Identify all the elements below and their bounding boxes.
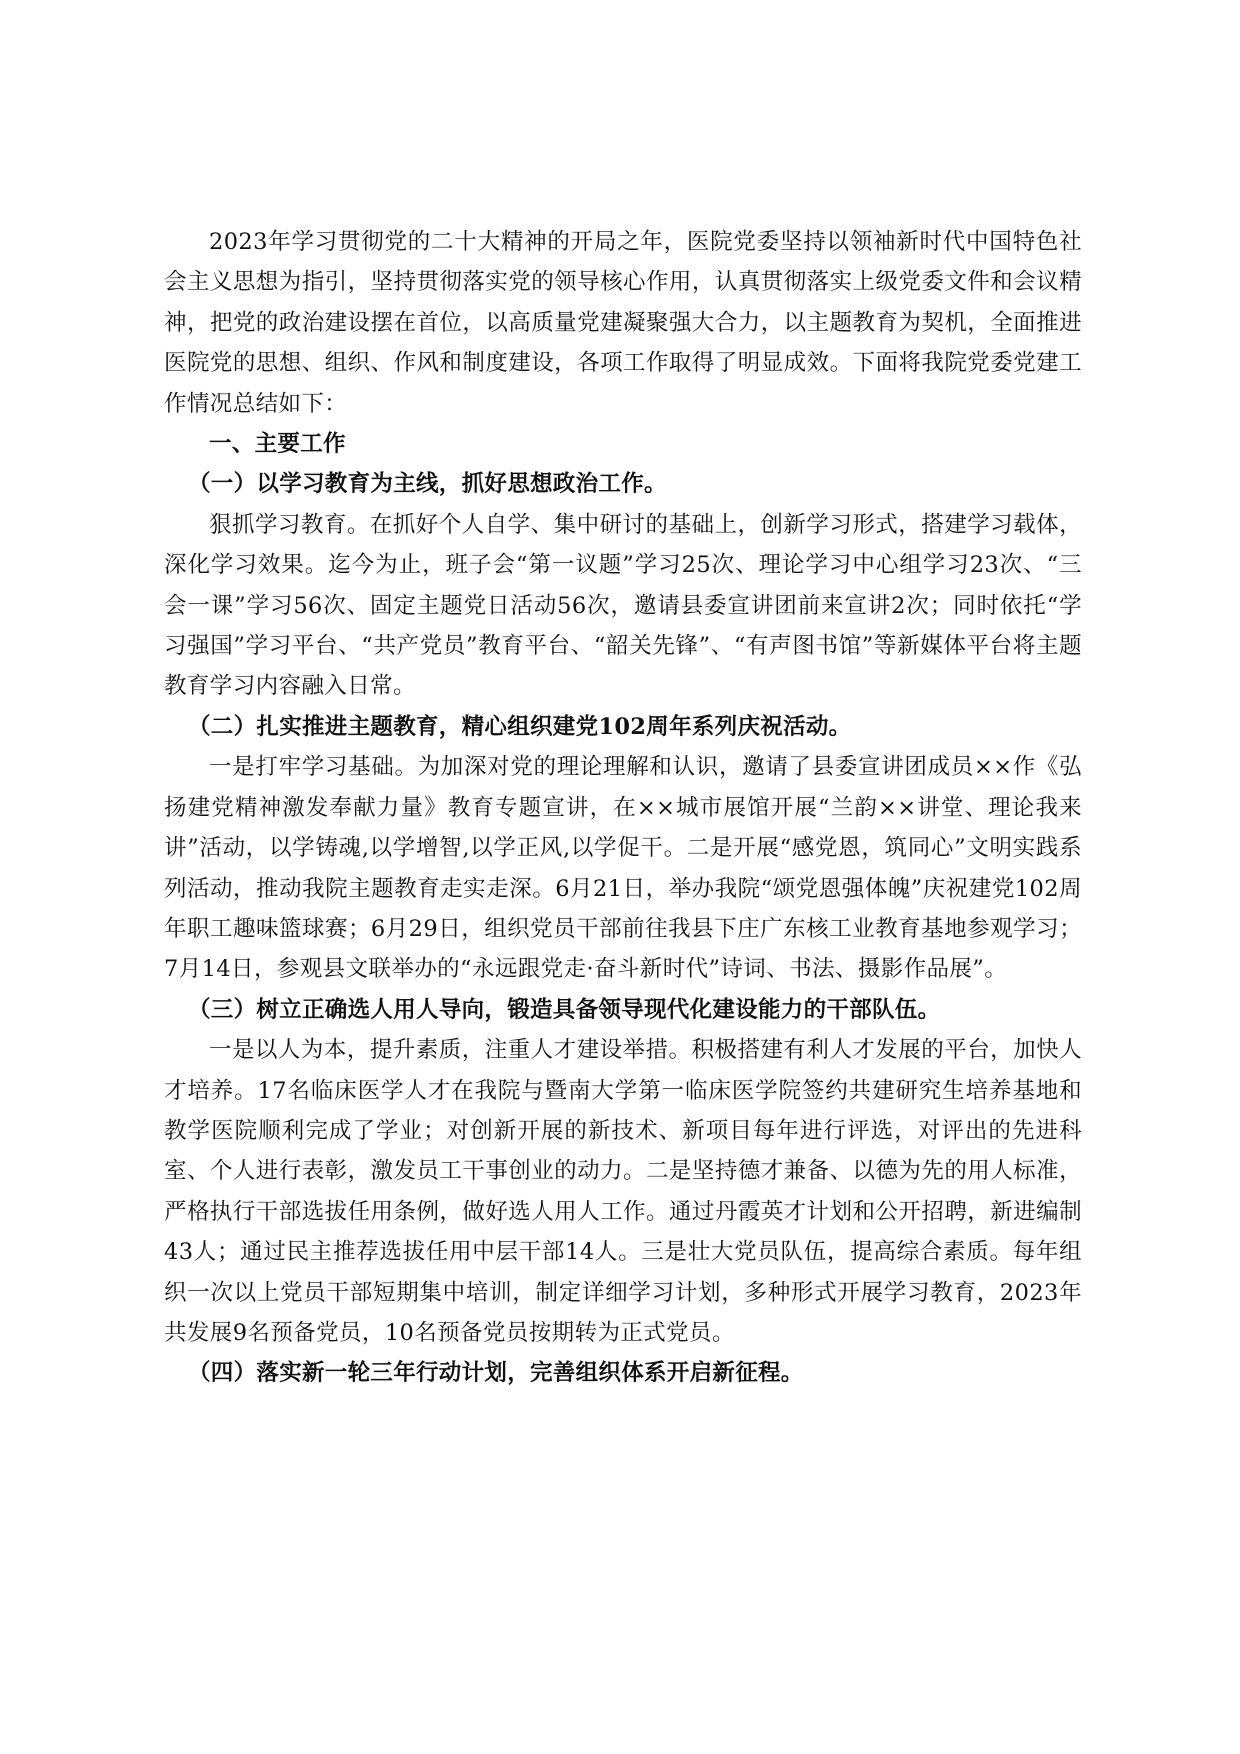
subsection-body-2: 一是打牢学习基础。为加深对党的理论理解和认识，邀请了县委宣讲团成员××作《弘扬建党精神激发奉献力量》教育专题宣讲，在××城市展馆开展“兰韵××讲堂、理论我来讲”活动，以学铸魂,以学增智,以学正风,以学促干。二是开展“感党恩，筑同心”文明实践系列活动，推动我院主题教育走实走深。6月21日，举办我院“颂党恩强体魄”庆祝建党102周年职工趣味篮球赛；6月29日，组织党员干部前往我县下庄广东核工业教育基地参观学习；7月14日，参观县文联举办的“永远跟党走·奋斗新时代”诗词、书法、摄影作品展”。 bbox=[164, 754, 1082, 983]
subsection-heading-4: （四）落实新一轮三年行动计划，完善组织体系开启新征程。 bbox=[188, 1360, 804, 1387]
document-page bbox=[164, 222, 1082, 1394]
subsection-heading-2: （二）扎实推进主题教育，精心组织建党102周年系列庆祝活动。 bbox=[188, 713, 852, 740]
subsection-heading-3: （三）树立正确选人用人导向，锻造具备领导现代化建设能力的干部队伍。 bbox=[188, 996, 941, 1023]
intro-paragraph: 2023年学习贯彻党的二十大精神的开局之年，医院党委坚持以领袖新时代中国特色社会主义思想为指引，坚持贯彻落实党的领导核心作用，认真贯彻落实上级党委文件和会议精神，把党的政治建设摆在首位，以高质量党建凝聚强大合力，以主题教育为契机，全面推进医院党的思想、组织、作风和制度建设，各项工作取得了明显成效。下面将我院党委党建工作情况总结如下： bbox=[164, 229, 1082, 417]
subsection-body-1: 狠抓学习教育。在抓好个人自学、集中研讨的基础上，创新学习形式，搭建学习载体，深化学习效果。迄今为止，班子会“第一议题”学习25次、理论学习中心组学习23次、“三会一课”学习56次、固定主题党日活动56次，邀请县委宣讲团前来宣讲2次；同时依托“学习强国”学习平台、“共产党员”教育平台、“韶关先锋”、“有声图书馆”等新媒体平台将主题教育学习内容融入日常。 bbox=[164, 511, 1082, 700]
subsection-heading-1: （一）以学习教育为主线，抓好思想政治工作。 bbox=[188, 471, 667, 498]
subsection-body-3: 一是以人为本，提升素质，注重人才建设举措。积极搭建有利人才发展的平台，加快人才培养。17名临床医学人才在我院与暨南大学第一临床医学院签约共建研究生培养基地和教学医院顺利完成了学业；对创新开展的新技术、新项目每年进行评选，对评出的先进科室、个人进行表彰，激发员工干事创业的动力。二是坚持德才兼备、以德为先的用人标准，严格执行干部选拔任用条例，做好选人用人工作。通过丹霞英才计划和公开招聘，新进编制43人；通过民主推荐选拔任用中层干部14人。三是壮大党员队伍，提高综合素质。每年组织一次以上党员干部短期集中培训，制定详细学习计划，多种形式开展学习教育，2023年共发展9名预备党员，10名预备党员按期转为正式党员。 bbox=[164, 1037, 1082, 1346]
section-heading-main-work: 一、主要工作 bbox=[209, 431, 346, 458]
